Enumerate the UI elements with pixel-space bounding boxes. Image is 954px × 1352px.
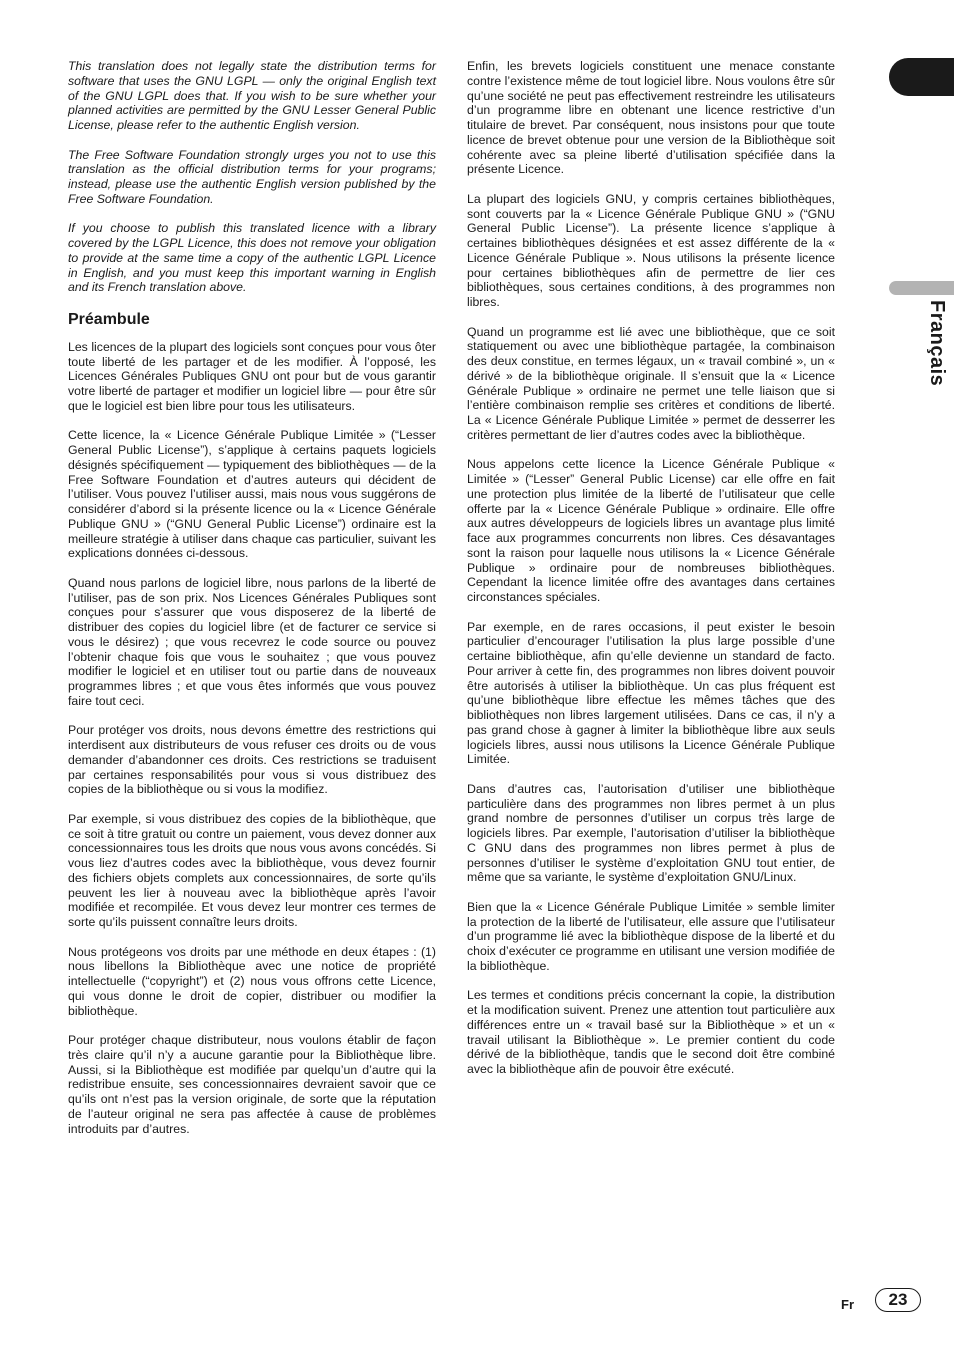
body-paragraph: Les termes et conditions précis concernant la copie, la distribution et la modification suivent. Prenez une attention tout particulière aux différences entre un « travail basé sur la Bibliothèque » et un « travail utilisant la Bibliothèque ». Le premier contient du code dérivé de la bibliothèque, tandis que le second doit être combiné avec la bibliothèque afin de pouvoir être exécuté.: [467, 988, 835, 1076]
body-paragraph: Bien que la « Licence Générale Publique Limitée » semble limiter la protection de la liberté de l’utilisateur, elle assure que l’utilisateur d’un programme lié avec la bibliothèque dispose de la liberté et du choix d’exécuter ce programme en utilisant une version modifiée de la bibliothèque.: [467, 899, 835, 973]
body-paragraph: Pour protéger vos droits, nous devons émettre des restrictions qui interdisent aux distributeurs de vous refuser ces droits ou de vous demander d’abandonner ces droits. Ces restrictions se traduisent par certaines responsabilités pour vous si vous distribuez des copies de la bibliothèque ou si vous la modifiez.: [68, 723, 436, 797]
body-paragraph: Quand nous parlons de logiciel libre, nous parlons de la liberté de l’utiliser, pas de son prix. Nos Licences Générales Publiques sont conçues pour s’assurer que vous disposerez de la liberté de distribuer des copies du logiciel libre (et de facturer ce service si vous le désirez) ; que vous recevrez le code source ou pouvez l’obtenir chaque fois que vous le souhaitez ; que vous pouvez modifier le logiciel et en utiliser tout ou partie dans de nouveaux programmes libres ; et que vous êtes informés que vous pouvez faire tout ceci.: [68, 575, 436, 708]
notice-paragraph: If you choose to publish this translated licence with a library covered by the LGPL Licence, this does not remove your obligation to provide at the same time a copy of the authentic LGPL Licence in English, and you must keep this important warning in English and its French translation above.: [68, 221, 436, 295]
right-column: [467, 59, 835, 1092]
footer-language-code: Fr: [841, 1297, 854, 1312]
page-number: 23: [875, 1288, 921, 1312]
body-paragraph: La plupart des logiciels GNU, y compris certaines bibliothèques, sont couverts par la « Licence Générale Publique GNU » (“GNU General Public License”). La présente licence s’applique à certaines bibliothèques désignées et est assez différente de la « Licence Générale Publique ». Nous utilisons la présente licence pour certaines bibliothèques afin de permettre de lier ces bibliothèques, sous certaines conditions, à des programmes non libres.: [467, 191, 835, 309]
side-tab-language-label: Français: [926, 300, 948, 387]
notice-paragraph: This translation does not legally state the distribution terms for software that uses the GNU LGPL — only the original English text of the GNU LGPL does that. If you wish to be sure whether your planned activities are permitted by the GNU Lesser General Public License, please refer to the authentic English version.: [68, 59, 436, 132]
body-paragraph: Dans d’autres cas, l’autorisation d’utiliser une bibliothèque particulière dans des programmes non libres permet à un plus grand nombre de personnes d’utiliser un corpus très large de logiciels libres. Par exemple, l’autorisation d’utiliser la bibliothèque C GNU dans des programmes non libres permet à plus de personnes d’utiliser le système d’exploitation GNU tout entier, de même que sa variante, le système d’exploitation GNU/Linux.: [467, 781, 835, 885]
section-heading: Préambule: [68, 310, 150, 328]
body-paragraph: Quand un programme est lié avec une bibliothèque, que ce soit statiquement ou avec une bibliothèque partagée, la combinaison des deux constitue, en termes légaux, un « travail combiné », un « dérivé » de la bibliothèque originale. Il s’ensuit que la « Licence Générale Publique » ordinaire ne permet une telle liaison que si l’entière combinaison remplie ses critères et conditions de liberté. La « Licence Générale Publique Limitée » permet de desserrer les critères permettant de lier d’autres codes avec la bibliothèque.: [467, 324, 835, 442]
left-column: [68, 59, 436, 1151]
notice-paragraph: The Free Software Foundation strongly urges you not to use this translation as the official distribution terms for your programs; instead, please use the authentic English version published by the Free Software Foundation.: [68, 147, 436, 206]
side-tab-gray: [889, 281, 954, 295]
body-paragraph: Nous appelons cette licence la Licence Générale Publique « Limitée » (“Lesser” General Public License) car elle offre en fait une protection plus limitée de la liberté de l’utilisateur que celle offerte par la « Licence Générale Publique » ordinaire. Elle offre aux autres développeurs de logiciels libres un avantage plus limité face aux programmes concurrents non libres. Ces désavantages sont la raison pour laquelle nous utilisons la « Licence Générale Publique » ordinaire pour de nombreuses bibliothèques. Cependant la licence limitée offre des avantages dans certaines circonstances spéciales.: [467, 457, 835, 604]
body-paragraph: Par exemple, en de rares occasions, il peut exister le besoin particulier d’encourager l’utilisation la plus large possible d’une certaine bibliothèque, afin qu’elle devienne un standard de facto. Pour arriver à cette fin, des programmes non libres doivent pouvoir être autorisés à utiliser la bibliothèque. Un cas plus fréquent est qu’une bibliothèque libre effectue les mêmes tâches que des bibliothèques non libres largement utilisées. Dans ce cas, il n’y a pas grand chose à gagner à limiter la bibliothèque libre aux seuls logiciels libres, aussi nous utilisons la Licence Générale Publique Limitée.: [467, 619, 835, 767]
body-paragraph: Pour protéger chaque distributeur, nous voulons établir de façon très claire qu’il n’y a aucune garantie pour la Bibliothèque libre. Aussi, si la Bibliothèque est modifiée par quelqu’un d’autre qui la redistribue ensuite, ses concessionnaires devraient savoir que ce qu’ils ont n’est pas la version originale, de sorte que la réputation de l’auteur original ne sera pas affectée à cause de problèmes introduits par d’autres.: [68, 1033, 436, 1136]
body-paragraph: Les licences de la plupart des logiciels sont conçues pour vous ôter toute liberté de les partager et de les modifier. À l’opposé, les Licences Générales Publiques GNU ont pour but de vous garantir votre liberté de partager et modifier un logiciel libre — pour être sûr que le logiciel est bien libre pour tous les utilisateurs.: [68, 339, 436, 413]
body-paragraph: Enfin, les brevets logiciels constituent une menace constante contre l’existence même de tout logiciel libre. Nous voulons être sûr qu’une société ne peut pas effectivement restreindre les utilisateurs d’un programme libre en obtenant une licence restrictive d’un titulaire de brevet. Par conséquent, nous insistons pour que toute licence de brevet obtenue pour une version de la Bibliothèque soit cohérente avec sa pleine liberté d’utilisation spécifiée dans la présente Licence.: [467, 59, 835, 177]
body-paragraph: Nous protégeons vos droits par une méthode en deux étapes : (1) nous libellons la Bibliothèque avec une notice de propriété intellectuelle (“copyright”) et (2) nous vous offrons cette Licence, qui vous donne le droit de copier, distribuer ou modifier la bibliothèque.: [68, 944, 436, 1018]
side-tab-black: [889, 58, 954, 96]
body-paragraph: Cette licence, la « Licence Générale Publique Limitée » (“Lesser General Public License”), s’applique à certains paquets logiciels désignés spécifiquement — typiquement des bibliothèques — de la Free Software Foundation et d’autres auteurs qui décident de l’utiliser. Vous pouvez l’utiliser aussi, mais nous vous suggérons de considérer d’abord si la présente licence ou la « Licence Générale Publique GNU » (“GNU General Public License”) ordinaire est la meilleure stratégie à utiliser dans chaque cas particulier, suivant les explications données ci-dessous.: [68, 428, 436, 561]
body-paragraph: Par exemple, si vous distribuez des copies de la bibliothèque, que ce soit à titre gratuit ou contre un paiement, vous devez donner aux concessionnaires tous les droits que nous vous avons concédés. Si vous liez d’autres codes avec la bibliothèque, vous devez fournir des fichiers objets complets aux concessionnaires, de sorte qu’ils peuvent les lier à nouveau avec la bibliothèque après l’avoir modifiée et recompilée. Et vous devez leur montrer ces termes de sorte qu’ils puissent connaître leurs droits.: [68, 811, 436, 929]
